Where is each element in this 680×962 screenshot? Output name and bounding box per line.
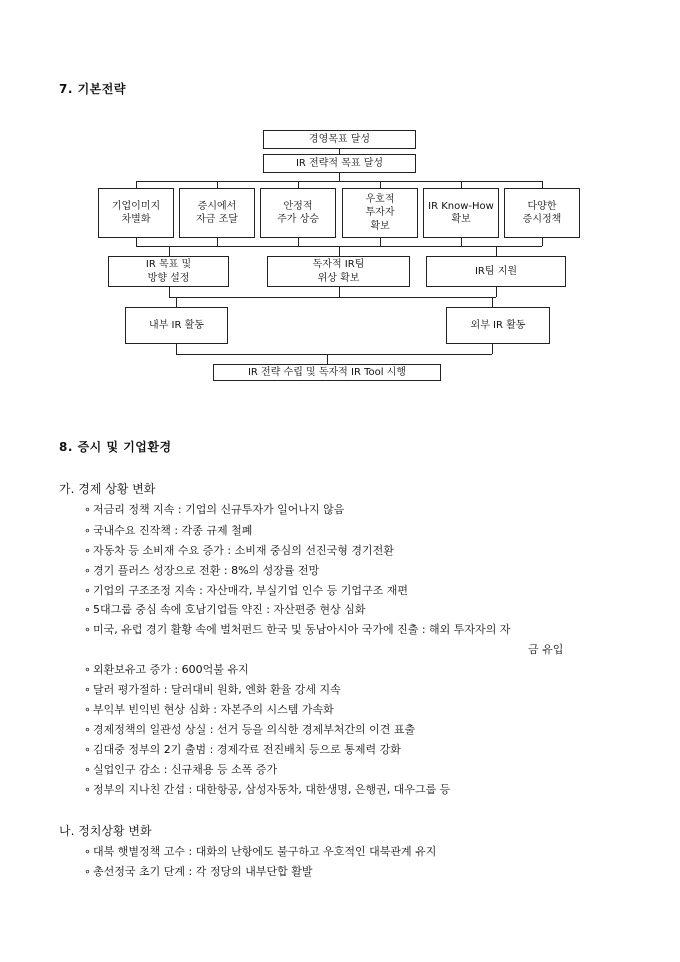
list-item: ∘ 미국, 유럽 경기 활황 속에 벌처펀드 한국 및 동남아시아 국가에 진출 : 해외 투자자의 자: [84, 623, 511, 636]
section-7-heading: 7. 기본전략: [59, 82, 126, 96]
list-item: ∘ 자동차 등 소비재 수요 증가 : 소비재 중심의 선진국형 경기전환: [84, 544, 394, 557]
diagram-goal-5: IR Know-How 확보: [423, 188, 499, 238]
list-item: ∘ 실업인구 감소 : 신규채용 등 소폭 증가: [84, 763, 278, 776]
list-item: ∘ 대북 햇볕정책 고수 : 대화의 난항에도 불구하고 우호적인 대북관계 유지: [84, 845, 437, 858]
list-item: ∘ 외환보유고 증가 : 600억불 유지: [84, 663, 249, 676]
diagram-goal-2: 증시에서 자금 조달: [179, 188, 255, 238]
subsection-politics-title: 나. 정치상황 변화: [59, 824, 152, 838]
diagram-goal-3: 안정적 주가 상승: [260, 188, 336, 238]
subsection-economy-title: 가. 경제 상황 변화: [59, 482, 156, 496]
list-item: ∘ 정부의 지나친 간섭 : 대한항공, 삼성자동차, 대한생명, 은행권, 대우그룹 등: [84, 783, 451, 796]
list-item: ∘ 김대중 정부의 2기 출범 : 경제각료 전진배치 등으로 통제력 강화: [84, 743, 401, 756]
list-item: ∘ 기업의 구조조정 지속 : 자산매각, 부실기업 인수 등 기업구조 재편: [84, 584, 408, 597]
diagram-goal-1: 기업이미지 차별화: [98, 188, 174, 238]
list-item: ∘ 5대그룹 중심 속에 호남기업들 약진 : 자산편중 현상 심화: [84, 603, 366, 616]
diagram-goal-4: 우호적 투자자 확보: [342, 188, 418, 238]
section-8-heading: 8. 증시 및 기업환경: [59, 440, 172, 454]
diagram-top-box: 경영목표 달성: [263, 130, 416, 149]
list-item: ∘ 저금리 정책 지속 : 기업의 신규투자가 일어나지 않음: [84, 503, 345, 516]
list-item: ∘ 달러 평가절하 : 달러대비 원화, 엔화 환율 강세 지속: [84, 683, 341, 696]
diagram-goal-6: 다양한 증시정책: [504, 188, 580, 238]
list-item-continuation: 금 유입: [528, 643, 564, 656]
diagram-method-2: 독자적 IR팀 위상 확보: [267, 256, 410, 287]
list-item: ∘ 부익부 빈익빈 현상 심화 : 자본주의 시스템 가속화: [84, 703, 334, 716]
diagram-external-ir: 외부 IR 활동: [446, 307, 550, 344]
list-item: ∘ 총선정국 초기 단계 : 각 정당의 내부단합 활발: [84, 865, 313, 878]
diagram-method-3: IR팀 지원: [426, 256, 566, 287]
list-item: ∘ 경기 플러스 성장으로 전환 : 8%의 성장률 전망: [84, 564, 320, 577]
diagram-internal-ir: 내부 IR 활동: [125, 307, 228, 344]
list-item: ∘ 국내수요 진작책 : 각종 규제 철폐: [84, 524, 253, 537]
diagram-second-box: IR 전략적 목표 달성: [263, 154, 416, 173]
diagram-bottom-box: IR 전략 수립 및 독자적 IR Tool 시행: [213, 364, 441, 381]
diagram-method-1: IR 목표 및 방향 설정: [108, 256, 229, 287]
list-item: ∘ 경제정책의 일관성 상실 : 선거 등을 의식한 경제부처간의 이견 표출: [84, 723, 416, 736]
